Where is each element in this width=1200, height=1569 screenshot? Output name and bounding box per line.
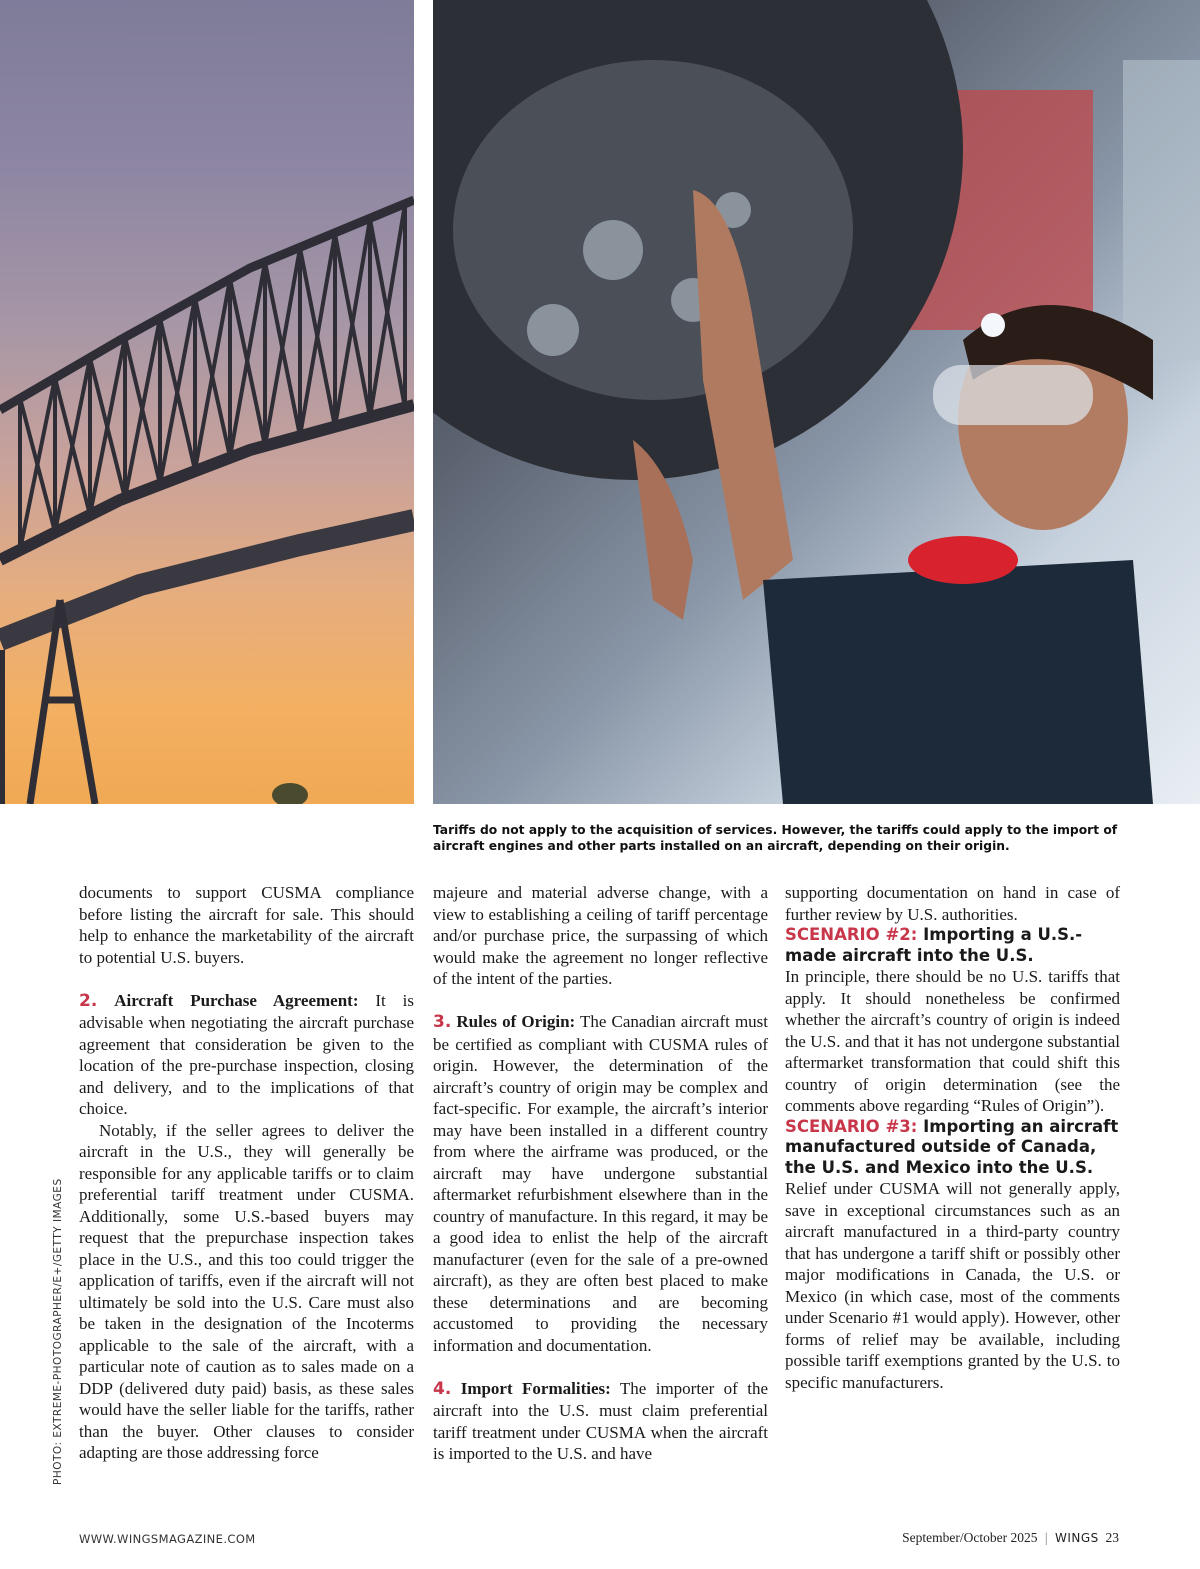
section-4-paragraph — [433, 1378, 768, 1465]
scenario-2-heading — [785, 925, 1120, 966]
footer-magazine: WINGS — [1054, 1531, 1099, 1545]
footer-website: WWW.WINGSMAGAZINE.COM — [79, 1532, 256, 1546]
article-column-2 — [433, 882, 768, 1465]
section-title: Rules of Origin: — [456, 1012, 576, 1031]
bridge-truss-graphic — [0, 0, 414, 804]
section-number: 2. — [79, 990, 98, 1011]
section-2-paragraph — [79, 990, 414, 1120]
scenario-label: SCENARIO #3: — [785, 1116, 918, 1136]
paragraph: documents to support CUSMA compliance before listing the aircraft for sale. This should help to enhance the marketability of the aircraft to potential U.S. buyers. — [79, 883, 414, 967]
paragraph: majeure and material adverse change, with a view to establishing a ceiling of tariff percentage and/or purchase price, the surpassing of which would make the agreement no longer reflective of the intent of the parties. — [433, 883, 768, 988]
scenario-label: SCENARIO #2: — [785, 925, 918, 944]
scenario-title: Importing a U.S.-made aircraft into the U.S. — [785, 925, 1083, 965]
section-title: Aircraft Purchase Agreement: — [114, 990, 359, 1010]
technician-graphic — [433, 0, 1200, 804]
section-number: 4. — [433, 1378, 452, 1399]
scenario-title: Importing an aircraft manufactured outside of Canada, the U.S. and Mexico into the U.S. — [785, 1116, 1119, 1177]
page-number: 23 — [1105, 1530, 1119, 1545]
section-text: It is advisable when negotiating the aircraft purchase agreement that consideration be given to the location of the pre-purchase inspection, closing and delivery, and to the implications of that choice. — [79, 990, 414, 1118]
photo-caption: Tariffs do not apply to the acquisition of services. However, the tariffs could apply to the import of aircraft engines and other parts installed on an aircraft, depending on their origin. — [433, 823, 1118, 853]
section-text: The Canadian aircraft must be certified as compliant with CUSMA rules of origin. However, the determination of the aircraft’s country of origin may be complex and fact-specific. For example, the aircraft’s interior may have been installed in a different country from where the airframe was produced, or the aircraft may have undergone substantial aftermarket refurbishment elsewhere than in the country of manufacture. In this regard, it may be a good idea to enlist the help of the aircraft manufacturer (even for the sale of a pre-owned aircraft), as they are often best placed to make these determinations and are becoming accustomed to providing the necessary information and documentation. — [433, 1012, 769, 1355]
technician-photo — [433, 0, 1200, 804]
photo-credit-text: PHOTO: EXTREME-PHOTOGRAPHER/E+/GETTY IMAGES — [52, 1178, 64, 1485]
paragraph: Relief under CUSMA will not generally apply, save in exceptional circumstances such as an aircraft manufactured in a third-party country that has undergone a tariff shift or possibly other major modifications in Canada, the U.S. or Mexico (in which case, most of the comments under Scenario #1 would apply). However, other forms of relief may be available, including possible tariff exemptions granted by the U.S. to specific manufacturers. — [785, 1179, 1120, 1392]
scenario-3-heading — [785, 1117, 1120, 1179]
section-title: Import Formalities: — [460, 1378, 611, 1398]
paragraph: supporting documentation on hand in case of further review by U.S. authorities. — [785, 883, 1120, 924]
footer-issue-info — [902, 1530, 1119, 1546]
section-3-paragraph — [433, 1011, 768, 1356]
bridge-photo — [0, 0, 414, 804]
footer-issue: September/October 2025 — [902, 1530, 1038, 1545]
article-column-3 — [785, 882, 1120, 1393]
paragraph: Notably, if the seller agrees to deliver the aircraft in the U.S., they will generally be responsible for any applicable tariffs or to claim preferential tariff treatment under CUSMA. Additionally, some U.S.-based buyers may request that the prepurchase inspection takes place in the U.S., and this too could trigger the application of tariffs, even if the aircraft will not ultimately be sold into the U.S. Care must also be taken in the designation of the Incoterms applicable to the sale of the aircraft, with a particular note of caution as to sales made on a DDP (delivered duty paid) basis, as these sales would have the seller liable for the tariffs, rather than the buyer. Other clauses to consider adapting are those addressing force — [79, 1120, 414, 1462]
paragraph: In principle, there should be no U.S. tariffs that apply. It should nonetheless be confirmed whether the aircraft’s country of origin is indeed the U.S. and that it has not undergone substantial aftermarket transformation that could shift this country of origin determination (see the comments above regarding “Rules of Origin”). — [785, 967, 1120, 1115]
footer-separator: | — [1044, 1530, 1048, 1545]
photo-credit — [52, 1178, 70, 1485]
section-text: The importer of the aircraft into the U.S. must claim preferential tariff treatment under CUSMA when the aircraft is imported to the U.S. and have — [433, 1378, 769, 1463]
article-column-1 — [79, 882, 414, 1464]
section-number: 3. — [433, 1012, 452, 1032]
